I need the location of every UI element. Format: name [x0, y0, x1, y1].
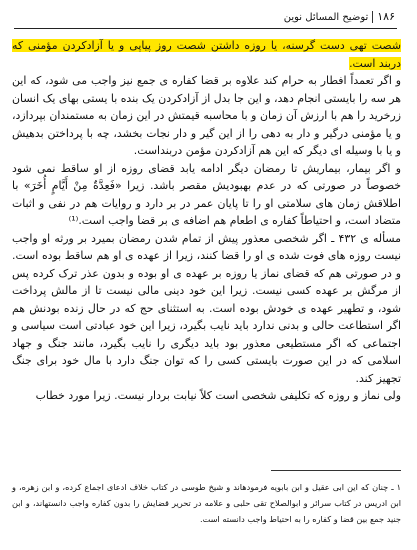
highlighted-text: شصت تهی دست گرسنه، یا روزه داشتن شصت روز پیاپی و یا آزادکردن مؤمنی که دربند است.: [12, 39, 401, 70]
header-rule: [14, 28, 397, 29]
paragraph-4: مسأله ی ۴۳۲ ـ اگر شخصی معذور پیش از تمام شدن رمضان بمیرد بر ورثه او واجب نیست روزه های فوت شده ی او را قضا کنند، زیرا از عهده ی او هم ساقط بوده است. و در صورتی هم که قضای نماز یا روزه بر عهده ی او بوده و بدون عذر ترک کرده پس از مرگش بر عهده کسی نیست. زیرا این خود دینی مالی نیست تا از مالش پرداخت شود، و تطهیر عهده ی خودش بوده است. به استثنای حج که در حال زنده بودنش هم اگر استطاعت حالی و بدنی ندارد باید نایب بگیرد، زیرا این خود عبادتی است سیاسی و اجتماعی که اگر مستطیعی معذور بود باید دیگری را نایب بگیرد، مانند جنگ و جهاد اسلامی که در این صورت بایستی کسی را که توان جنگ دارد با مال خود برای جنگ تجهیز کند.: [12, 231, 401, 385]
header-divider: [372, 11, 373, 23]
footnote-rule: [271, 470, 401, 471]
book-title: توضیح المسائل نوین: [283, 12, 369, 23]
running-title: [284, 10, 395, 23]
footnote-text: ۱ ـ چنان که این ابی عقیل و ابن بابویه فرمودهاند و شیخ طوسی در کتاب خلاف ادعای اجماع کرده، و ابن زهره، و ابن ادریس در کتاب سرائر و ابوالصلاح تقی حلبی و علامه در تحریر قضایش را بدون کفاره واجب دانستهاند، و ابن جنید جمع بین قضا و کفاره را به احتیاط واجب دانسته است.: [12, 482, 401, 524]
paragraph-5: ولی نماز و روزه که تکلیفی شخصی است کلاً نیابت بردار نیست. زیرا مورد خطاب: [35, 389, 401, 402]
paragraph-3: و اگر بیمار، بیماریش تا رمضان دیگر ادامه یابد قضای روزه از او ساقط نمی شود خصوصاً در صورتی که در عدم بهبودیش مقصر باشد. زیرا «فَعِدَّةٌ مِنْ أَيَّامٍ أُخَرَ» با اطلاقش زمان های سلامتی او را تا پایان عمر در بر دارد و روایات هم در نفی و اثبات متضاد است، و احتیاطاً کفاره ی اطعام هم اضافه ی بر قضا واجب است.⁽¹⁾: [12, 161, 401, 227]
paragraph-2: و اگر تعمداً افطار به حرام کند علاوه بر قضا کفاره ی جمع نیز واجب می شود، که این هر سه را بایستی انجام دهد، و این جا بدل از آزادکردن یک بنده با یستی بهای یک انسان زرخرید را هم با ارزش آن زمان و با محاسبه قیمتش در این زمان به مستمندان بپردازد، و یا مؤمنی درگیر و دار به دهی را از این گیر و دار نجات بخشد، چه با پرداختن بدهیش و یا با وسیله ای دیگر که این هم آزادکردن مؤمن دربنداست.: [12, 74, 401, 157]
paragraph-1: [12, 37, 401, 72]
page-body: [12, 37, 401, 405]
page-number: ۱۸۶: [377, 10, 395, 23]
page-header: [14, 10, 395, 23]
footnote: [12, 479, 401, 527]
